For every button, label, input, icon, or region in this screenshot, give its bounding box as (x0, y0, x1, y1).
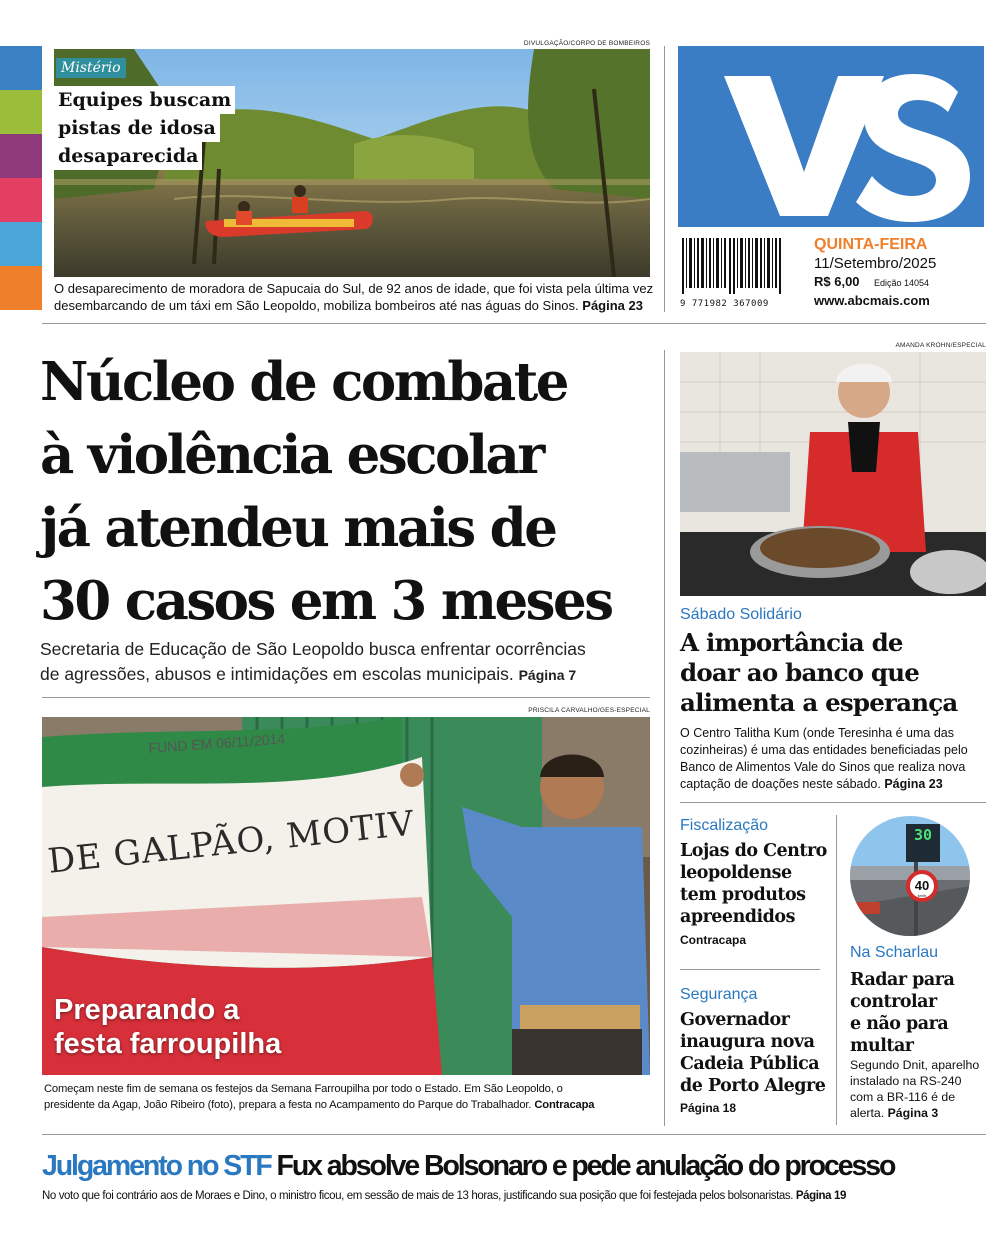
solidario-headline-line-1: A importância de (680, 628, 903, 657)
seguranca-line-4: de Porto Alegre (680, 1076, 826, 1096)
lead-headline-line-1: Núcleo de combate (40, 351, 567, 413)
color-strip-1 (0, 46, 42, 90)
radar-body-line-3: com a BR-116 é de (850, 1090, 956, 1104)
radar-body-line-4: alerta. (850, 1106, 885, 1120)
solidario-body-line-1: O Centro Talitha Kum (onde Teresinha é uma das (680, 726, 954, 740)
fiscalizacao-rule (680, 969, 820, 970)
top-story-tag: Mistério (56, 58, 126, 78)
lead-deck (40, 637, 660, 688)
radar-body-line-2: instalado na RS-240 (850, 1074, 962, 1088)
top-headline-line-3: desaparecida (54, 142, 202, 170)
stf-body (42, 1188, 992, 1204)
radar-sign-value: 40 (914, 878, 930, 893)
top-rule (42, 323, 986, 324)
lead-headline (40, 346, 660, 638)
fiscalizacao-line-3: tem produtos (680, 885, 806, 905)
edition-date: 11/Setembro/2025 (814, 255, 937, 272)
stf-rule (42, 1134, 986, 1135)
top-photo-credit: DIVULGAÇÃO/CORPO DE BOMBEIROS (523, 40, 650, 47)
solidario-body-line-4: captação de doações neste sábado. (680, 777, 881, 791)
top-caption-line-2: desembarcando de um táxi em São Leopoldo, mobiliza bombeiros até nas águas do Sinos. (54, 298, 579, 313)
fiscalizacao-line-4: apreendidos (680, 907, 795, 927)
festa-overlay-line-2: festa farroupilha (54, 1028, 282, 1060)
solidario-kicker: Sábado Solidário (680, 606, 802, 623)
radar-line-2: controlar (850, 992, 937, 1012)
radar-page-ref[interactable]: Página 3 (887, 1106, 939, 1120)
vs-logo-mark (678, 46, 984, 227)
top-story-caption (54, 280, 654, 314)
lead-headline-line-2: à violência escolar (40, 424, 543, 486)
barcode-number: 9 771982 367009 (680, 299, 769, 309)
festa-page-ref[interactable]: Contracapa (534, 1099, 595, 1111)
radar-line-3: e não para (850, 1014, 949, 1034)
radar-line-1: Radar para (850, 970, 955, 990)
solidario-rule (680, 802, 986, 803)
lead-deck-line-2: de agressões, abusos e intimidações em escolas municipais. (40, 664, 514, 684)
kitchen-photo (680, 352, 986, 596)
color-strip-4 (0, 178, 42, 222)
top-headline-line-2: pistas de idosa (54, 114, 220, 142)
seguranca-kicker: Segurança (680, 986, 758, 1003)
top-story-headline (54, 86, 284, 170)
fiscalizacao-line-1: Lojas do Centro (680, 841, 827, 861)
festa-caption-line-2: presidente da Agap, João Ribeiro (foto), prepara a festa no Acampamento do Parque do Trabalhador. (44, 1099, 532, 1111)
solidario-headline-line-2: doar ao banco que (680, 658, 920, 687)
stf-page-ref[interactable]: Página 19 (795, 1190, 846, 1202)
color-strip-3 (0, 134, 42, 178)
solidario-body-line-3: Banco de Alimentos Vale do Sinos que realiza nova (680, 760, 966, 774)
stf-body-text: No voto que foi contrário aos de Moraes e Dino, o ministro ficou, em sessão de mais de 13 horas, justificando sua posição que foi festejada pelos bolsonaristas. (42, 1190, 794, 1202)
radar-body (850, 1057, 995, 1121)
right-divider-vertical (836, 815, 837, 1125)
solidario-headline (680, 628, 990, 718)
main-divider-vertical (664, 350, 665, 1126)
radar-headline (850, 969, 990, 1057)
fiscalizacao-page-ref[interactable]: Contracapa (680, 933, 747, 947)
kitchen-photo-credit: AMANDA KROHN/ESPECIAL (895, 342, 986, 349)
radar-line-4: multar (850, 1036, 914, 1056)
barcode (680, 238, 784, 309)
color-strip-5 (0, 222, 42, 266)
top-headline-line-1: Equipes buscam (54, 86, 235, 114)
lead-headline-line-3: já atendeu mais de (40, 497, 556, 559)
festa-overlay-line-1: Preparando a (54, 994, 240, 1026)
solidario-page-ref[interactable]: Página 23 (884, 777, 943, 791)
festa-caption (44, 1081, 656, 1113)
seguranca-line-3: Cadeia Pública (680, 1054, 820, 1074)
seguranca-line-2: inaugura nova (680, 1032, 815, 1052)
seguranca-page-ref[interactable]: Página 18 (680, 1101, 737, 1115)
vs-logo (678, 46, 984, 227)
edition-info (814, 236, 984, 310)
radar-body-line-1: Segundo Dnit, aparelho (850, 1058, 980, 1072)
banner-text: DE GALPÃO, MOTIV (46, 803, 417, 882)
lead-rule (42, 697, 650, 698)
festa-photo-credit: PRISCILA CARVALHO/GES-ESPECIAL (528, 707, 650, 714)
stf-title: Fux absolve Bolsonaro e pede anulação do processo (276, 1150, 895, 1182)
weekday: QUINTA-FEIRA (814, 236, 928, 253)
fiscalizacao-headline (680, 840, 830, 928)
solidario-body-line-2: cozinheiras) é uma das entidades beneficiadas pelo (680, 743, 968, 757)
festa-overlay-title (54, 993, 281, 1061)
radar-kicker: Na Scharlau (850, 944, 939, 961)
lead-page-ref[interactable]: Página 7 (518, 667, 577, 683)
top-divider-vertical (664, 46, 665, 312)
top-caption-line-1: O desaparecimento de moradora de Sapucaia do Sul, de 92 anos de idade, que foi vista pela última vez (54, 281, 654, 296)
radar-sign-unit: km/h (917, 893, 927, 898)
top-story-page-ref[interactable]: Página 23 (582, 298, 643, 313)
seguranca-headline (680, 1009, 830, 1097)
fiscalizacao-kicker: Fiscalização (680, 817, 769, 834)
color-strip-2 (0, 90, 42, 134)
price: R$ 6,00 (814, 274, 860, 289)
lead-deck-line-1: Secretaria de Educação de São Leopoldo busca enfrentar ocorrências (40, 639, 586, 659)
festa-caption-line-1: Começam neste fim de semana os festejos da Semana Farroupilha por todo o Estado. Em São Leopoldo, o (44, 1083, 563, 1095)
stf-label: Julgamento no STF (42, 1150, 271, 1182)
solidario-body (680, 725, 986, 793)
website-link[interactable]: www.abcmais.com (814, 293, 930, 308)
stf-headline (42, 1148, 992, 1184)
kitchen-scene-image (680, 352, 986, 596)
banner-small-text: FUND EM 06/11/2014 (148, 730, 286, 756)
edition-number: Edição 14054 (874, 278, 930, 288)
solidario-headline-line-3: alimenta a esperança (680, 688, 958, 717)
lead-headline-line-4: 30 casos em 3 meses (40, 570, 612, 632)
barcode-bars (680, 238, 784, 294)
color-strip-6 (0, 266, 42, 310)
fiscalizacao-line-2: leopoldense (680, 863, 792, 883)
seguranca-line-1: Governador (680, 1010, 790, 1030)
radar-screen-value: 30 (913, 826, 933, 844)
